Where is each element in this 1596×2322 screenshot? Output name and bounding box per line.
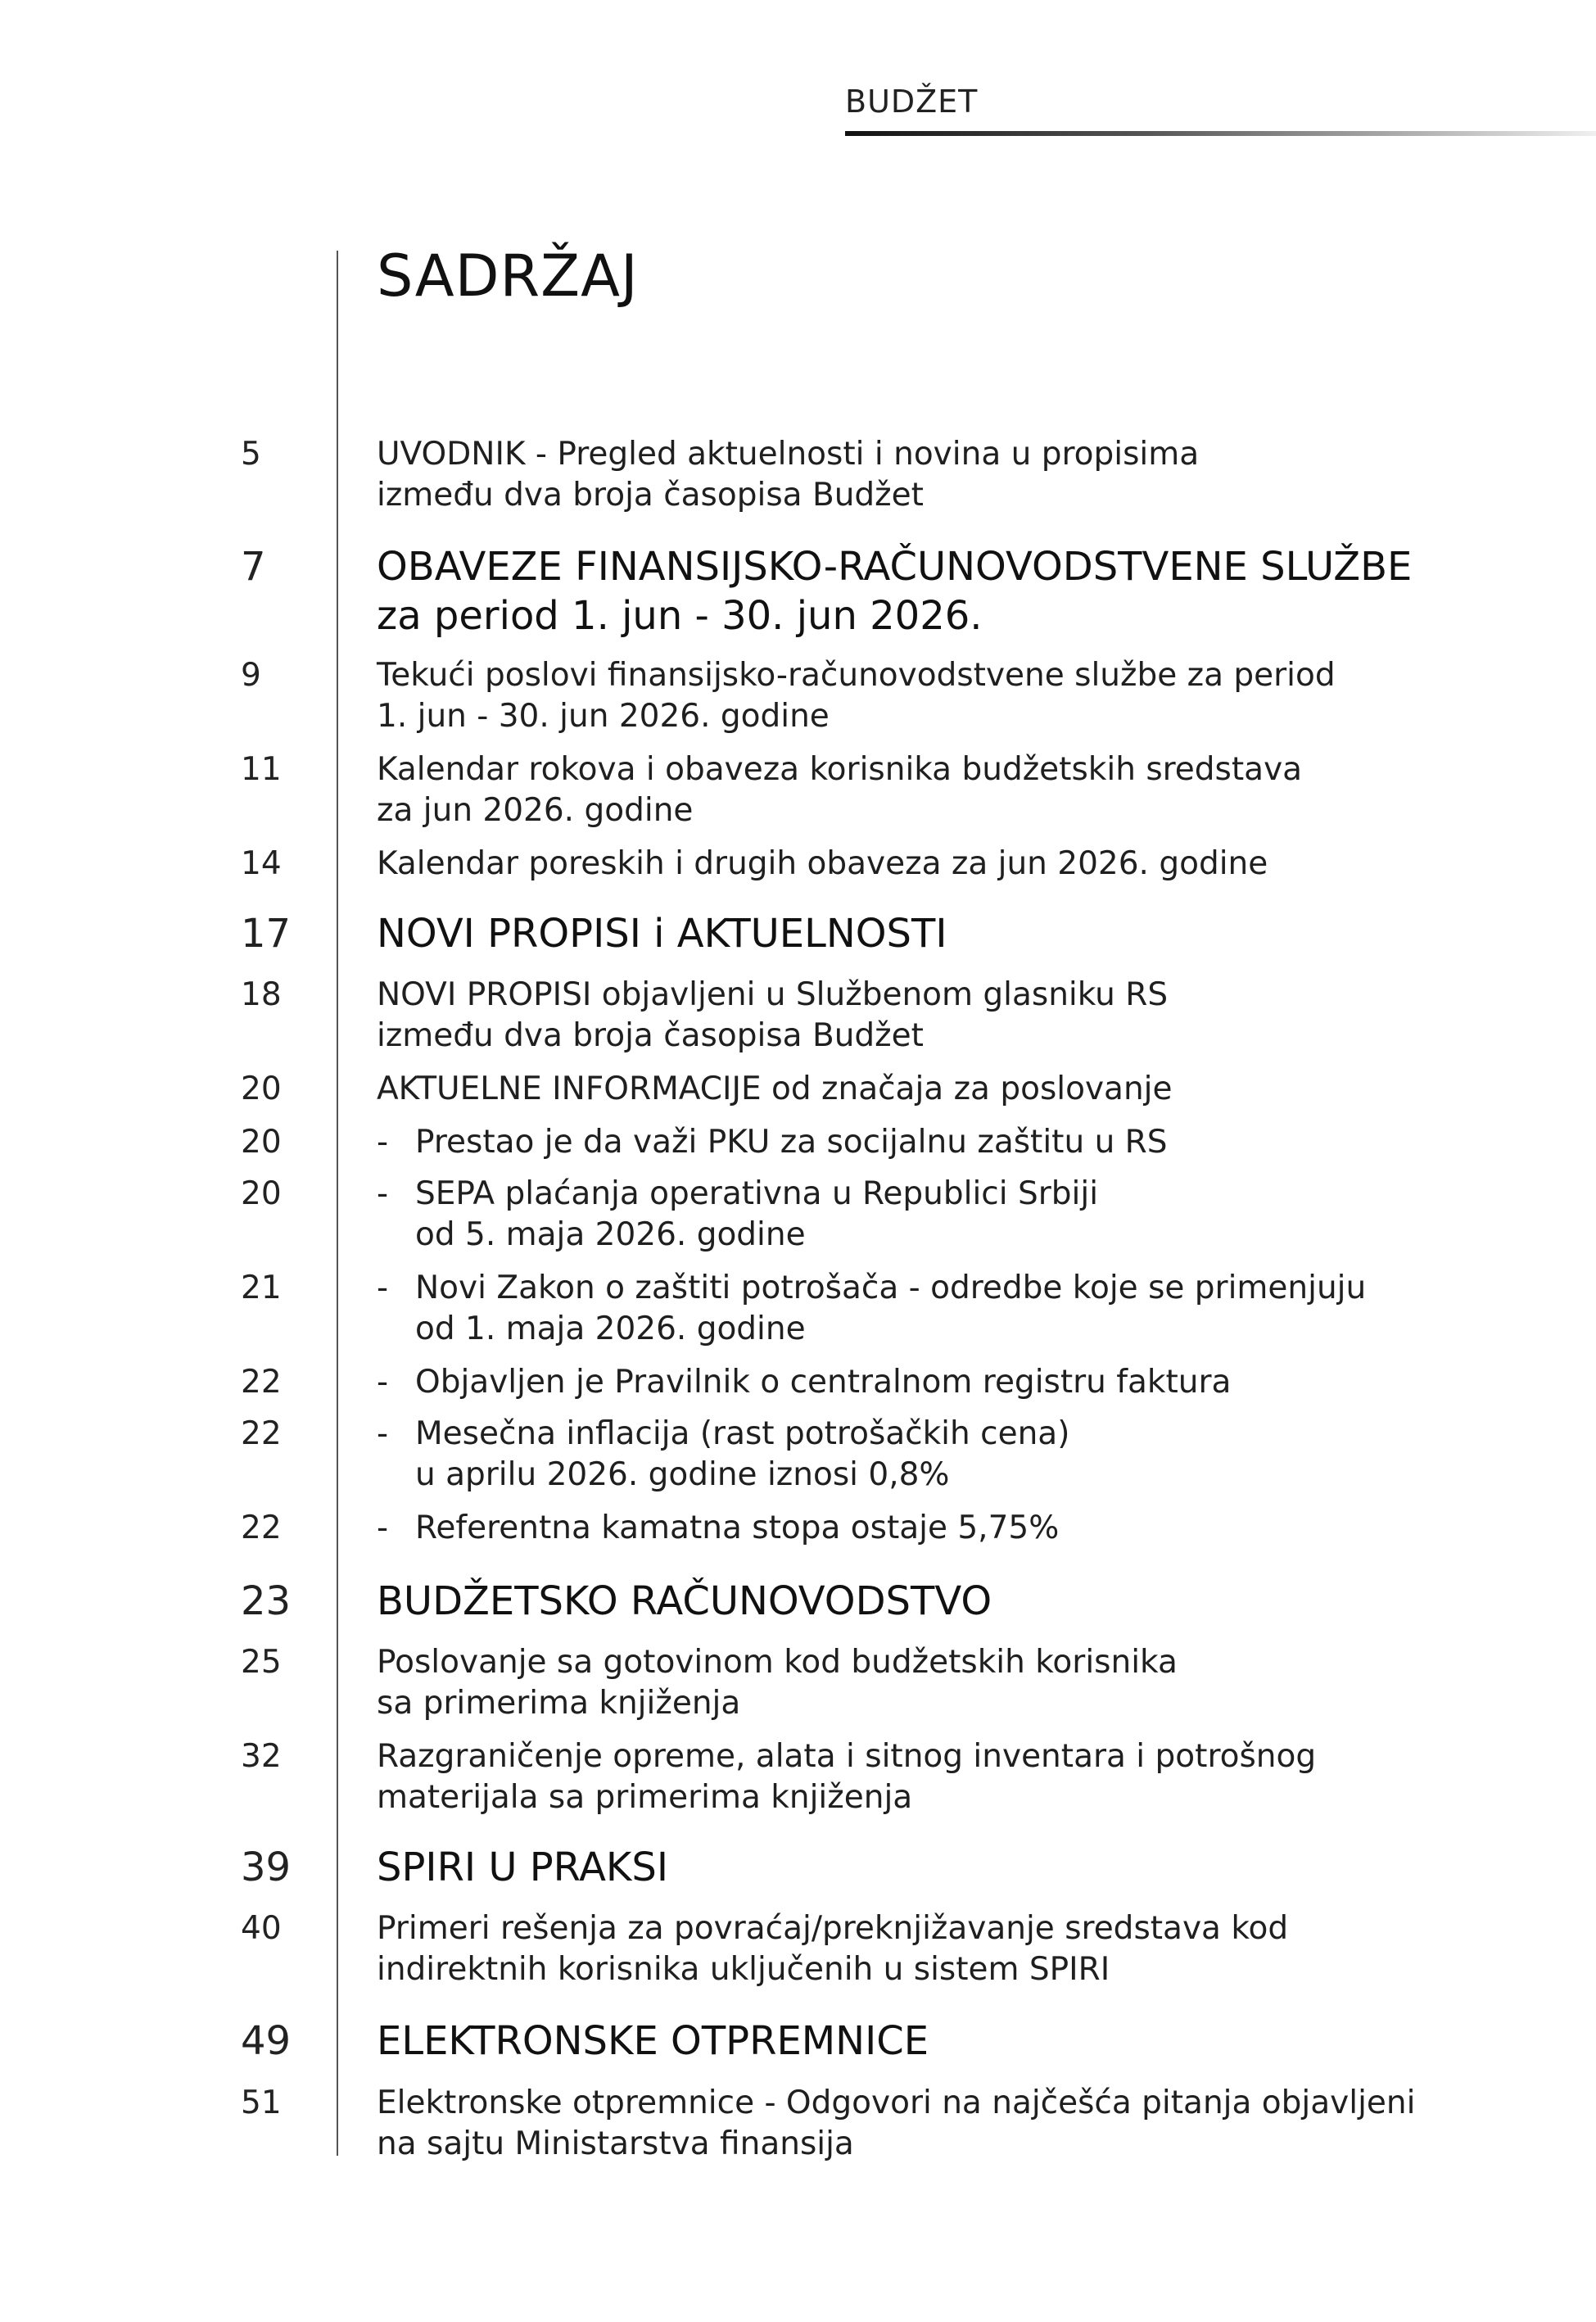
toc-page-number: 32 — [241, 1738, 282, 1775]
toc-page-number: 5 — [241, 436, 261, 473]
toc-page-number: 18 — [241, 976, 282, 1013]
toc-entry-text — [377, 2083, 1425, 2165]
vertical-divider — [337, 251, 338, 2156]
toc-line: Kalendar poreskih i drugih obaveza za jun 2026. godine — [377, 845, 1268, 882]
toc-line: SEPA plaćanja operativna u Republici Srbiji — [415, 1175, 1099, 1212]
toc-page-number: 20 — [241, 1124, 282, 1161]
toc-line: za period 1. jun - 30. jun 2026. — [377, 593, 983, 639]
toc-line: od 1. maja 2026. godine — [415, 1310, 806, 1347]
toc-line: Prestao je da važi PKU za socijalnu zaštitu u RS — [415, 1124, 1168, 1161]
running-header: BUDŽET — [845, 84, 979, 120]
toc-entry-text — [377, 1642, 1425, 1724]
toc-line: u aprilu 2026. godine iznosi 0,8% — [415, 1456, 950, 1493]
header-rule — [845, 131, 1596, 136]
toc-line: za jun 2026. godine — [377, 792, 694, 829]
toc-entry-text — [377, 1908, 1425, 1990]
toc-line: AKTUELNE INFORMACIJE od značaja za poslovanje — [377, 1070, 1173, 1107]
toc-line: Kalendar rokova i obaveza korisnika budžetskih sredstava — [377, 751, 1303, 788]
bullet-dash: - — [377, 1415, 389, 1452]
toc-line: Tekući poslovi finansijsko-računovodstvene službe za period — [377, 657, 1336, 694]
toc-entry-text — [377, 1069, 1425, 1110]
bullet-dash: - — [377, 1175, 389, 1212]
toc-entry-text — [377, 655, 1425, 737]
toc-page-number: 17 — [241, 911, 292, 957]
toc-line: NOVI PROPISI objavljeni u Službenom glasniku RS — [377, 976, 1169, 1013]
bullet-dash: - — [377, 1510, 389, 1546]
toc-page-number: 22 — [241, 1364, 282, 1401]
toc-section-title — [377, 2016, 1425, 2066]
toc-page-number: 14 — [241, 845, 282, 882]
bullet-dash: - — [377, 1270, 389, 1306]
toc-line: Razgraničenje opreme, alata i sitnog inventara i potrošnog — [377, 1738, 1317, 1775]
toc-page-number: 39 — [241, 1844, 292, 1890]
toc-page-number: 25 — [241, 1644, 282, 1681]
toc-line: UVODNIK - Pregled aktuelnosti i novina u propisima — [377, 436, 1200, 473]
toc-section-title — [377, 542, 1425, 640]
toc-line: sa primerima knjiženja — [377, 1685, 741, 1722]
toc-line: 1. jun - 30. jun 2026. godine — [377, 698, 830, 735]
toc-line: ELEKTRONSKE OTPREMNICE — [377, 2018, 929, 2064]
toc-line: od 5. maja 2026. godine — [415, 1216, 806, 1253]
toc-page-number: 11 — [241, 751, 282, 788]
toc-line: između dva broja časopisa Budžet — [377, 477, 924, 514]
toc-entry-text — [377, 844, 1425, 885]
toc-page-number: 9 — [241, 657, 261, 694]
toc-entry-text — [377, 749, 1425, 831]
toc-line: Primeri rešenja za povraćaj/preknjižavanje sredstava kod — [377, 1910, 1289, 1947]
toc-line: NOVI PROPISI i AKTUELNOSTI — [377, 911, 947, 957]
toc-page-number: 22 — [241, 1510, 282, 1546]
toc-line: Referentna kamatna stopa ostaje 5,75% — [415, 1510, 1060, 1546]
toc-entry-text — [377, 1736, 1425, 1818]
toc-line: SPIRI U PRAKSI — [377, 1844, 669, 1890]
bullet-dash: - — [377, 1124, 389, 1161]
toc-line: između dva broja časopisa Budžet — [377, 1017, 924, 1054]
toc-entry-text — [377, 434, 1425, 516]
toc-line: Objavljen je Pravilnik o centralnom registru faktura — [415, 1364, 1232, 1401]
toc-page-number: 23 — [241, 1578, 292, 1624]
toc-page-number: 40 — [241, 1910, 282, 1947]
toc-page-number: 22 — [241, 1415, 282, 1452]
toc-line: Elektronske otpremnice - Odgovori na najčešća pitanja objavljeni — [377, 2084, 1416, 2121]
toc-line: materijala sa primerima knjiženja — [377, 1779, 913, 1816]
toc-line: indirektnih korisnika uključenih u sistem SPIRI — [377, 1951, 1110, 1988]
toc-line: Mesečna inflacija (rast potrošačkih cena) — [415, 1415, 1070, 1452]
toc-entry-text — [377, 975, 1425, 1057]
toc-page-number: 49 — [241, 2018, 292, 2064]
toc-page-number: 51 — [241, 2084, 282, 2121]
toc-page-number: 20 — [241, 1070, 282, 1107]
toc-page-number: 21 — [241, 1270, 282, 1306]
toc-line: Poslovanje sa gotovinom kod budžetskih korisnika — [377, 1644, 1178, 1681]
toc-line: OBAVEZE FINANSIJSKO-RAČUNOVODSTVENE SLUŽBE — [377, 544, 1413, 590]
toc-page-number: 7 — [241, 544, 266, 590]
toc-section-title — [377, 1577, 1425, 1626]
toc-line: na sajtu Ministarstva finansija — [377, 2125, 854, 2162]
toc-line: Novi Zakon o zaštiti potrošača - odredbe koje se primenjuju — [415, 1270, 1367, 1306]
toc-section-title — [377, 1843, 1425, 1892]
bullet-dash: - — [377, 1364, 389, 1401]
page-title: SADRŽAJ — [377, 242, 639, 310]
toc-section-title — [377, 909, 1425, 958]
toc-line: BUDŽETSKO RAČUNOVODSTVO — [377, 1578, 992, 1624]
toc-page-number: 20 — [241, 1175, 282, 1212]
